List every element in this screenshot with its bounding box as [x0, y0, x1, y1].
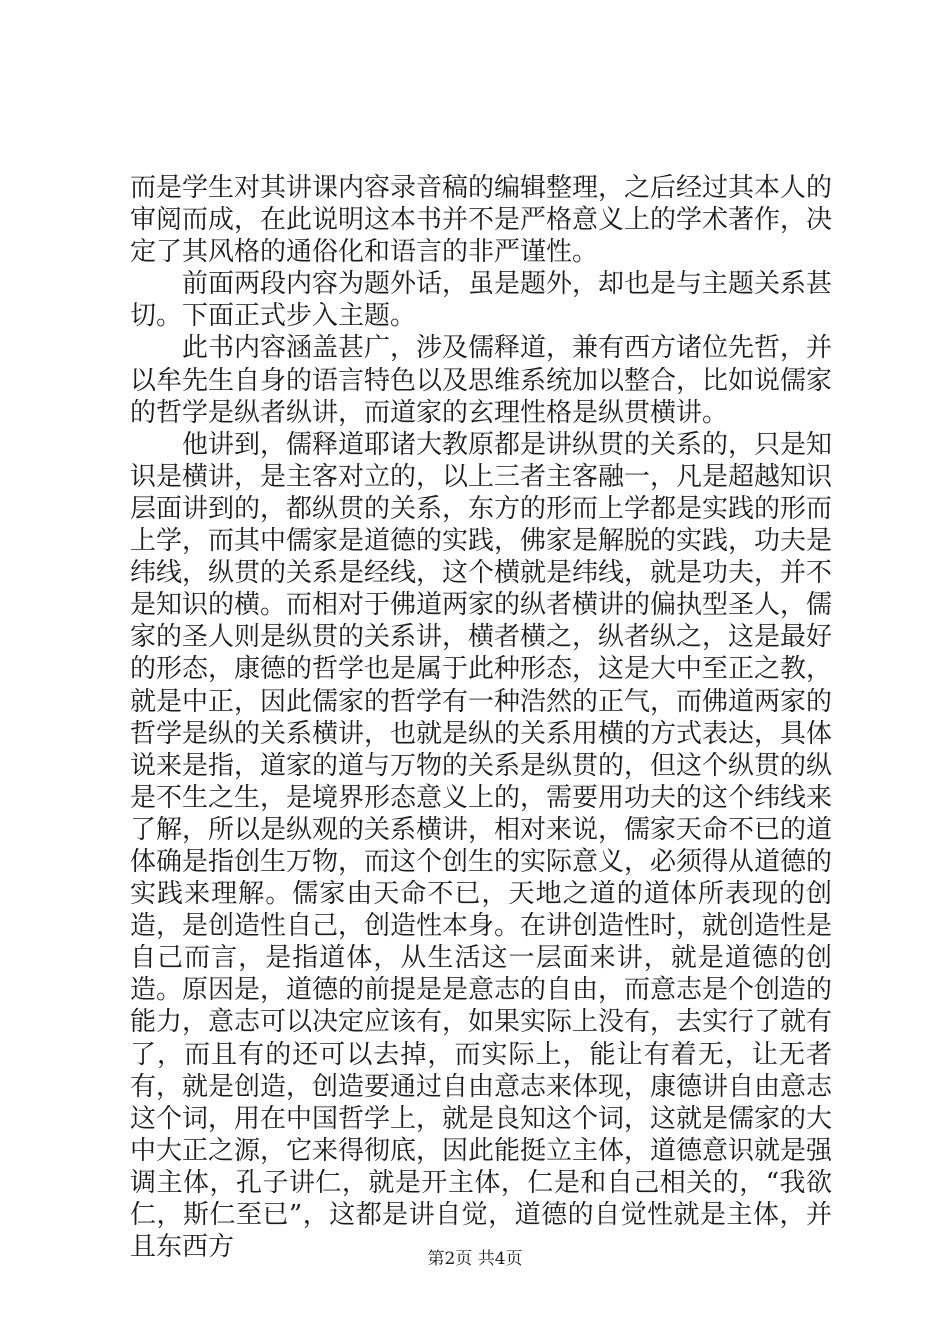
- document-body: [130, 172, 832, 1263]
- paragraph-continuation: 而是学生对其讲课内容录音稿的编辑整理，之后经过其本人的审阅而成，在此说明这本书并不是严格意义上的学术著作，决定了其风格的通俗化和语言的非严谨性。: [130, 173, 833, 268]
- paragraph: 前面两段内容为题外话，虽是题外，却也是与主题关系甚切。下面正式步入主题。: [130, 269, 833, 332]
- page-number-footer: 第2页 共4页: [427, 1249, 523, 1269]
- paragraph: 他讲到，儒释道耶诸大教原都是讲纵贯的关系的，只是知识是横讲，是主客对立的，以上三者主客融一，凡是超越知识层面讲到的，都纵贯的关系，东方的形而上学都是实践的形而上学，而其中儒家是道德的实践，佛家是解脱的实践，功夫是纬线，纵贯的关系是经线，这个横就是纬线，就是功夫，并不是知识的横。而相对于佛道两家的纵者横讲的偏执型圣人，儒家的圣人则是纵贯的关系讲，横者横之，纵者纵之，这是最好的形态，康德的哲学也是属于此种形态，这是大中至正之教，就是中正，因此儒家的哲学有一种浩然的正气，而佛道两家的哲学是纵的关系横讲，也就是纵的关系用横的方式表达，具体说来是指，道家的道与万物的关系是纵贯的，但这个纵贯的纵是不生之生，是境界形态意义上的，需要用功夫的这个纬线来了解，所以是纵观的关系横讲，相对来说，儒家天命不已的道体确是指创生万物，而这个创生的实际意义，必须得从道德的实践来理解。儒家由天命不已，天地之道的道体所表现的创造，是创造性自己，创造性本身。在讲创造性时，就创造性是自己而言，是指道体，从生活这一层面来讲，就是道德的创造。原因是，道德的前提是是意志的自由，而意志是个创造的能力，意志可以决定应该有，如果实际上没有，去实行了就有了，而且有的还可以去掉，而实际上，能让有着无，让无者有，就是创造，创造要通过自由意志来体现，康德讲自由意志这个词，用在中国哲学上，就是良知这个词，这就是儒家的大中大正之源，它来得彻底，因此能挺立主体，道德意识就是强调主体，孔子讲仁，就是开主体，仁是和自己相关的，“我欲仁，斯仁至已”，这都是讲自觉，道德的自觉性就是主体，并且东西方: [130, 429, 833, 1263]
- paragraph: 此书内容涵盖甚广，涉及儒释道，兼有西方诸位先哲，并以牟先生自身的语言特色以及思维系统加以整合，比如说儒家的哲学是纵者纵讲，而道家的玄理性格是纵贯横讲。: [130, 333, 833, 428]
